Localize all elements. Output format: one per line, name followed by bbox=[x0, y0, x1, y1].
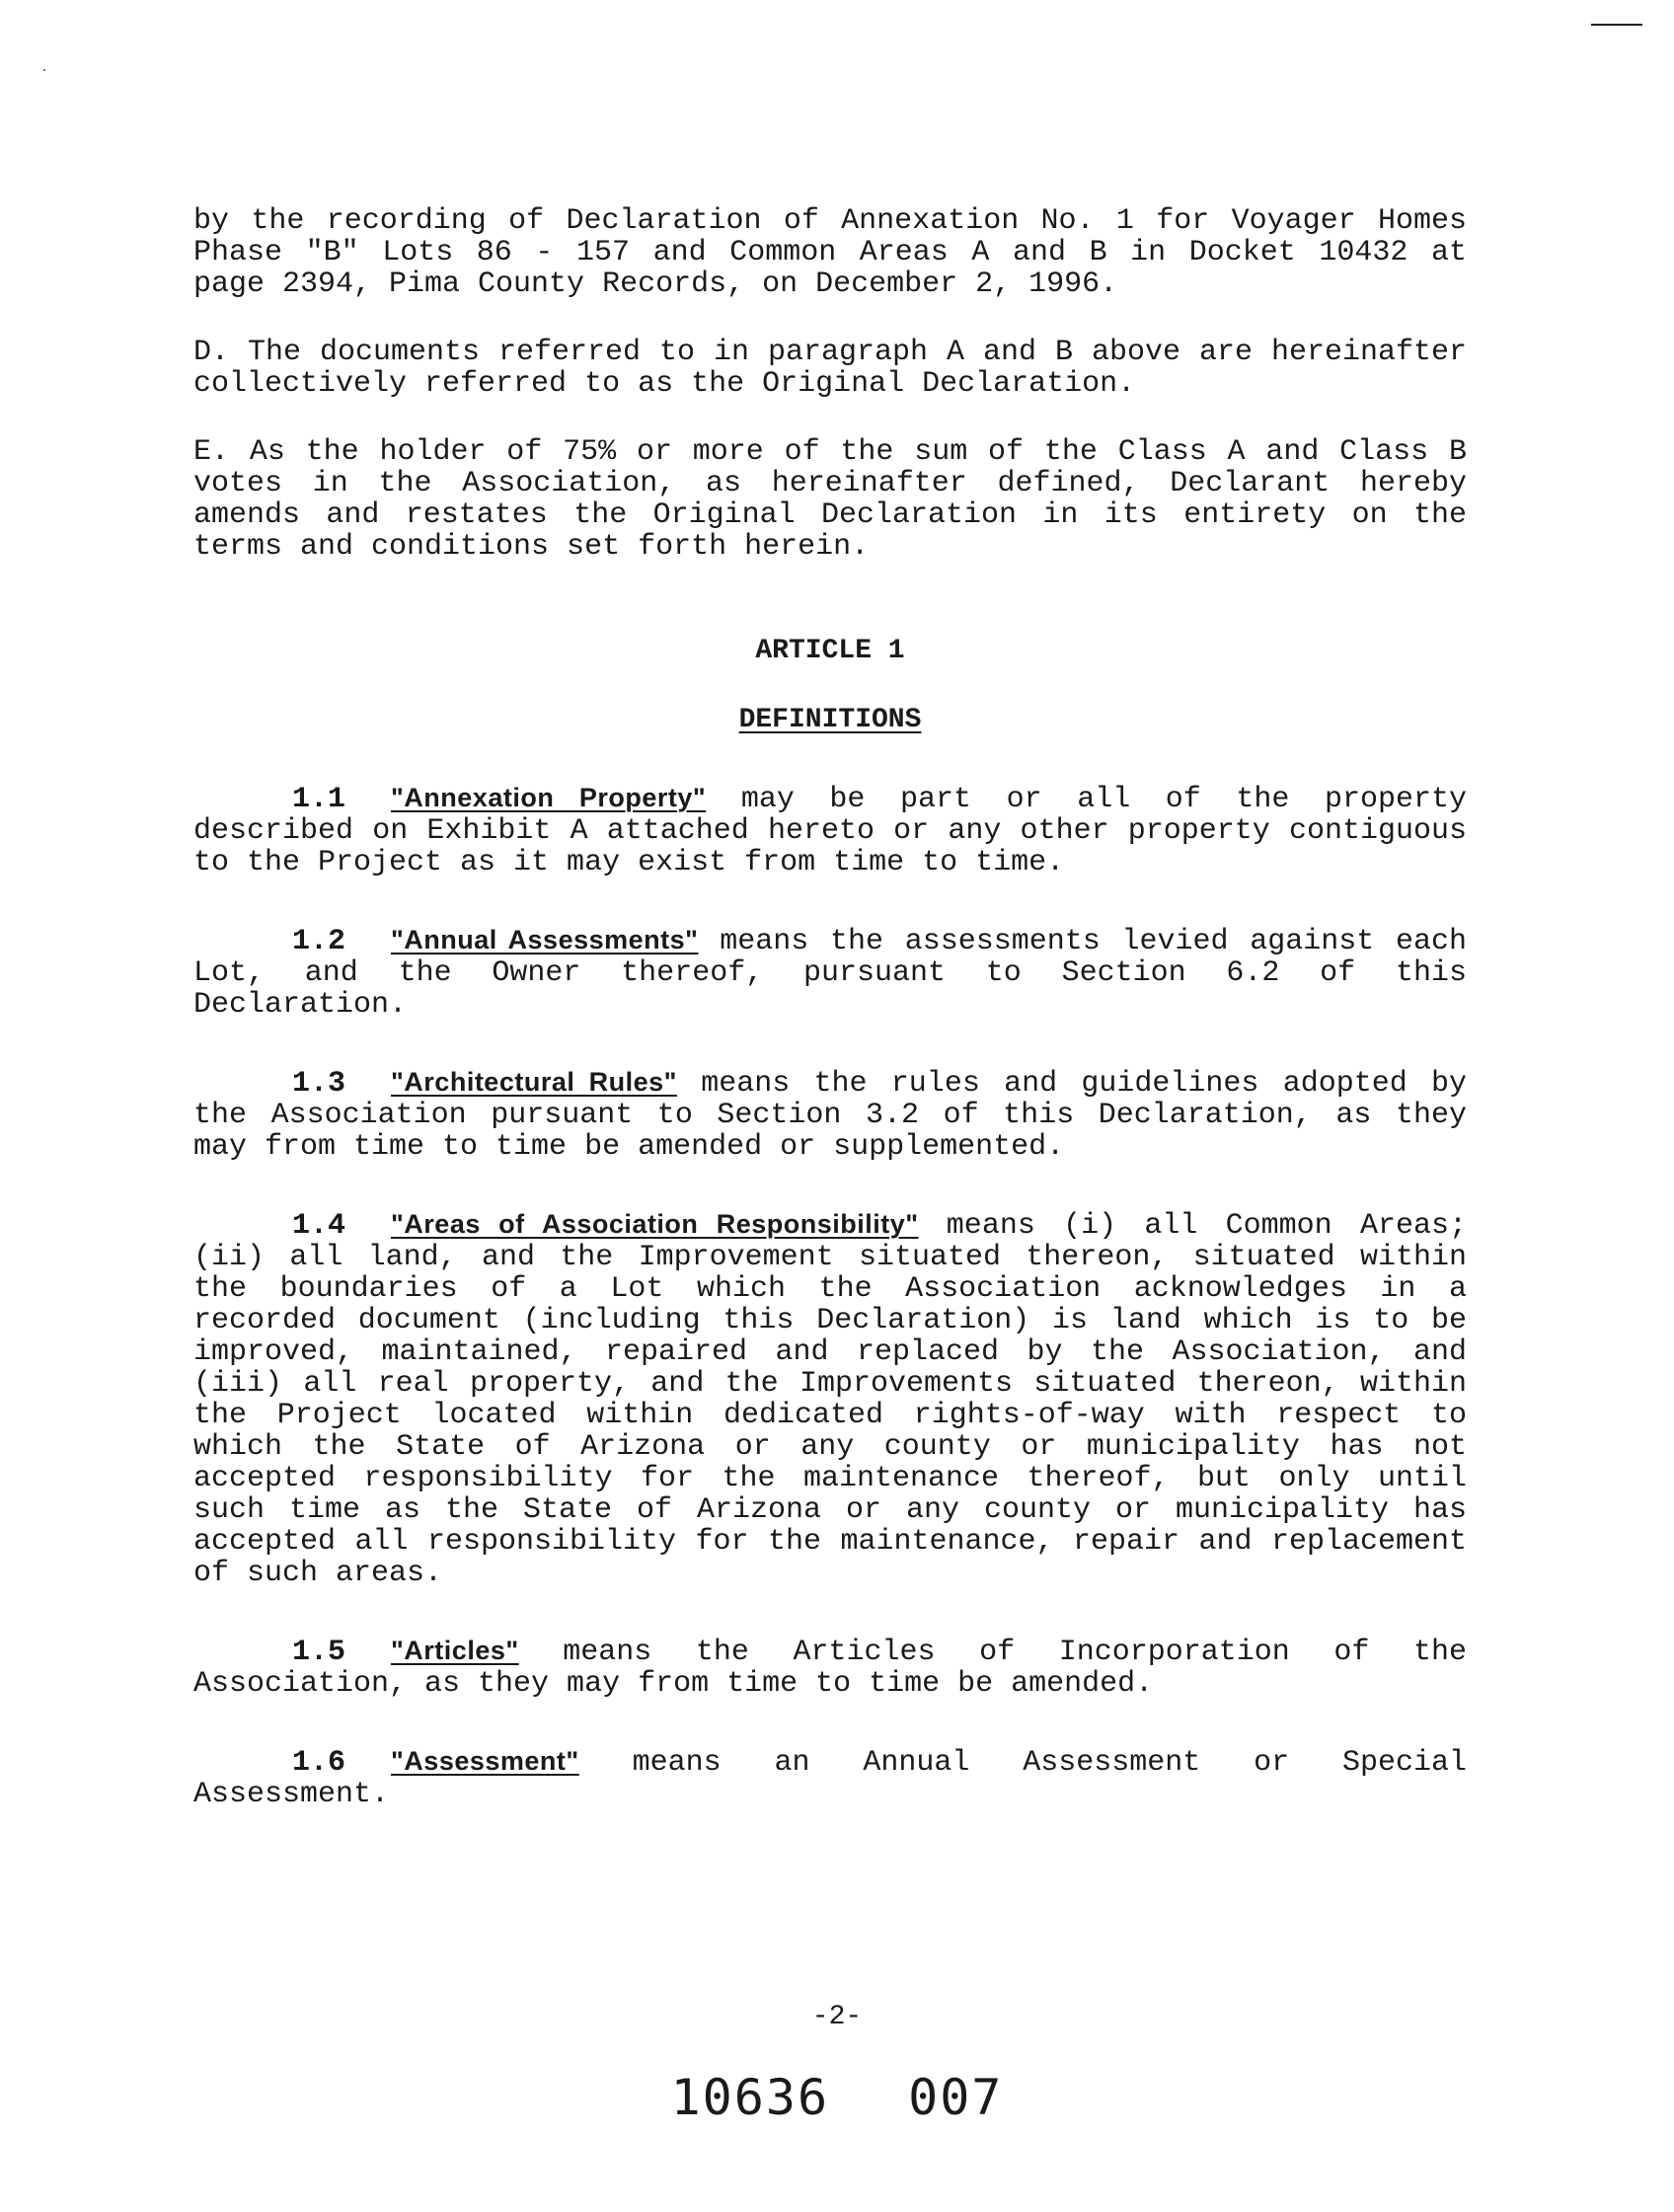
definition-number: 1.1 bbox=[292, 783, 346, 816]
definition-item bbox=[193, 782, 1467, 878]
definition-item bbox=[193, 1745, 1467, 1810]
definition-term: "Annual Assessments" bbox=[391, 925, 699, 954]
definition-number: 1.2 bbox=[292, 925, 346, 958]
definition-term: "Annexation Property" bbox=[391, 783, 707, 812]
recital-e-paragraph: E. As the holder of 75% or more of the sum of the Class A and Class B votes in the Association, as hereinafter defined, Declarant hereby amends and restates the Original Declaration in its entirety on the terms and conditions set forth herein. bbox=[193, 435, 1467, 564]
definition-term: "Articles" bbox=[391, 1636, 519, 1665]
definition-text: means the assessments levied against each Lot, and the Owner thereof, pursuant to Section 6.2 of this Declaration. bbox=[193, 925, 1468, 1022]
definition-number: 1.4 bbox=[292, 1209, 346, 1243]
definition-text: means an Annual Assessment or Special Assessment. bbox=[193, 1746, 1467, 1811]
definition-text: may be part or all of the property described on Exhibit A attached hereto or any other property contiguous to the Project as it may exist from time to time. bbox=[193, 783, 1467, 879]
page-number: -2- bbox=[811, 2002, 863, 2032]
docket-number: 10636 bbox=[670, 2069, 830, 2126]
recital-d-paragraph: D. The documents referred to in paragraph A and B above are hereinafter collectively referred to as the Original Declaration. bbox=[193, 336, 1467, 401]
definition-term: "Areas of Association Responsibility" bbox=[391, 1209, 919, 1239]
definition-text: means (i) all Common Areas; (ii) all land, and the Improvement situated thereon, situated within the boundaries of a Lot which the Association acknowledges in a recorded document (including this Declaration) is land which is to be improved, maintained, repaired and replaced by the Association, and (iii) all real property, and the Improvements situated thereon, within the Project located within dedicated rights-of-way with respect to which the State of Arizona or any county or municipality has not accepted responsibility for the maintenance thereof, but only until such time as the State of Arizona or any county or municipality has accepted all responsibility for the maintenance, repair and replacement of such areas. bbox=[193, 1209, 1467, 1590]
definition-item bbox=[193, 1208, 1467, 1589]
recording-stamp bbox=[0, 2069, 1674, 2126]
definition-term: "Assessment" bbox=[391, 1746, 579, 1776]
article-title: ARTICLE 1 bbox=[755, 636, 905, 666]
corner-rule-mark bbox=[1591, 24, 1642, 26]
scan-speck bbox=[43, 69, 45, 71]
definition-number: 1.5 bbox=[292, 1636, 346, 1669]
docket-page: 007 bbox=[908, 2069, 1004, 2126]
definition-item bbox=[193, 1635, 1467, 1700]
definition-number: 1.6 bbox=[292, 1746, 346, 1780]
definition-text: means the rules and guidelines adopted by the Association pursuant to Section 3.2 of this Declaration, as they may from time to time be amended or supplemented. bbox=[193, 1067, 1467, 1164]
definition-number: 1.3 bbox=[292, 1067, 346, 1101]
definition-item bbox=[193, 1066, 1467, 1163]
intro-continuation-paragraph: by the recording of Declaration of Annexation No. 1 for Voyager Homes Phase "B" Lots 86 - 157 and Common Areas A and B in Docket 10432 at page 2394, Pima County Records, on December 2, 1996. bbox=[193, 204, 1467, 301]
article-subtitle: DEFINITIONS bbox=[738, 705, 922, 735]
definition-term: "Architectural Rules" bbox=[391, 1067, 677, 1097]
document-body bbox=[193, 205, 1467, 1810]
definition-text: means the Articles of Incorporation of the Association, as they may from time to time be amended. bbox=[193, 1636, 1467, 1701]
definition-item bbox=[193, 924, 1467, 1021]
